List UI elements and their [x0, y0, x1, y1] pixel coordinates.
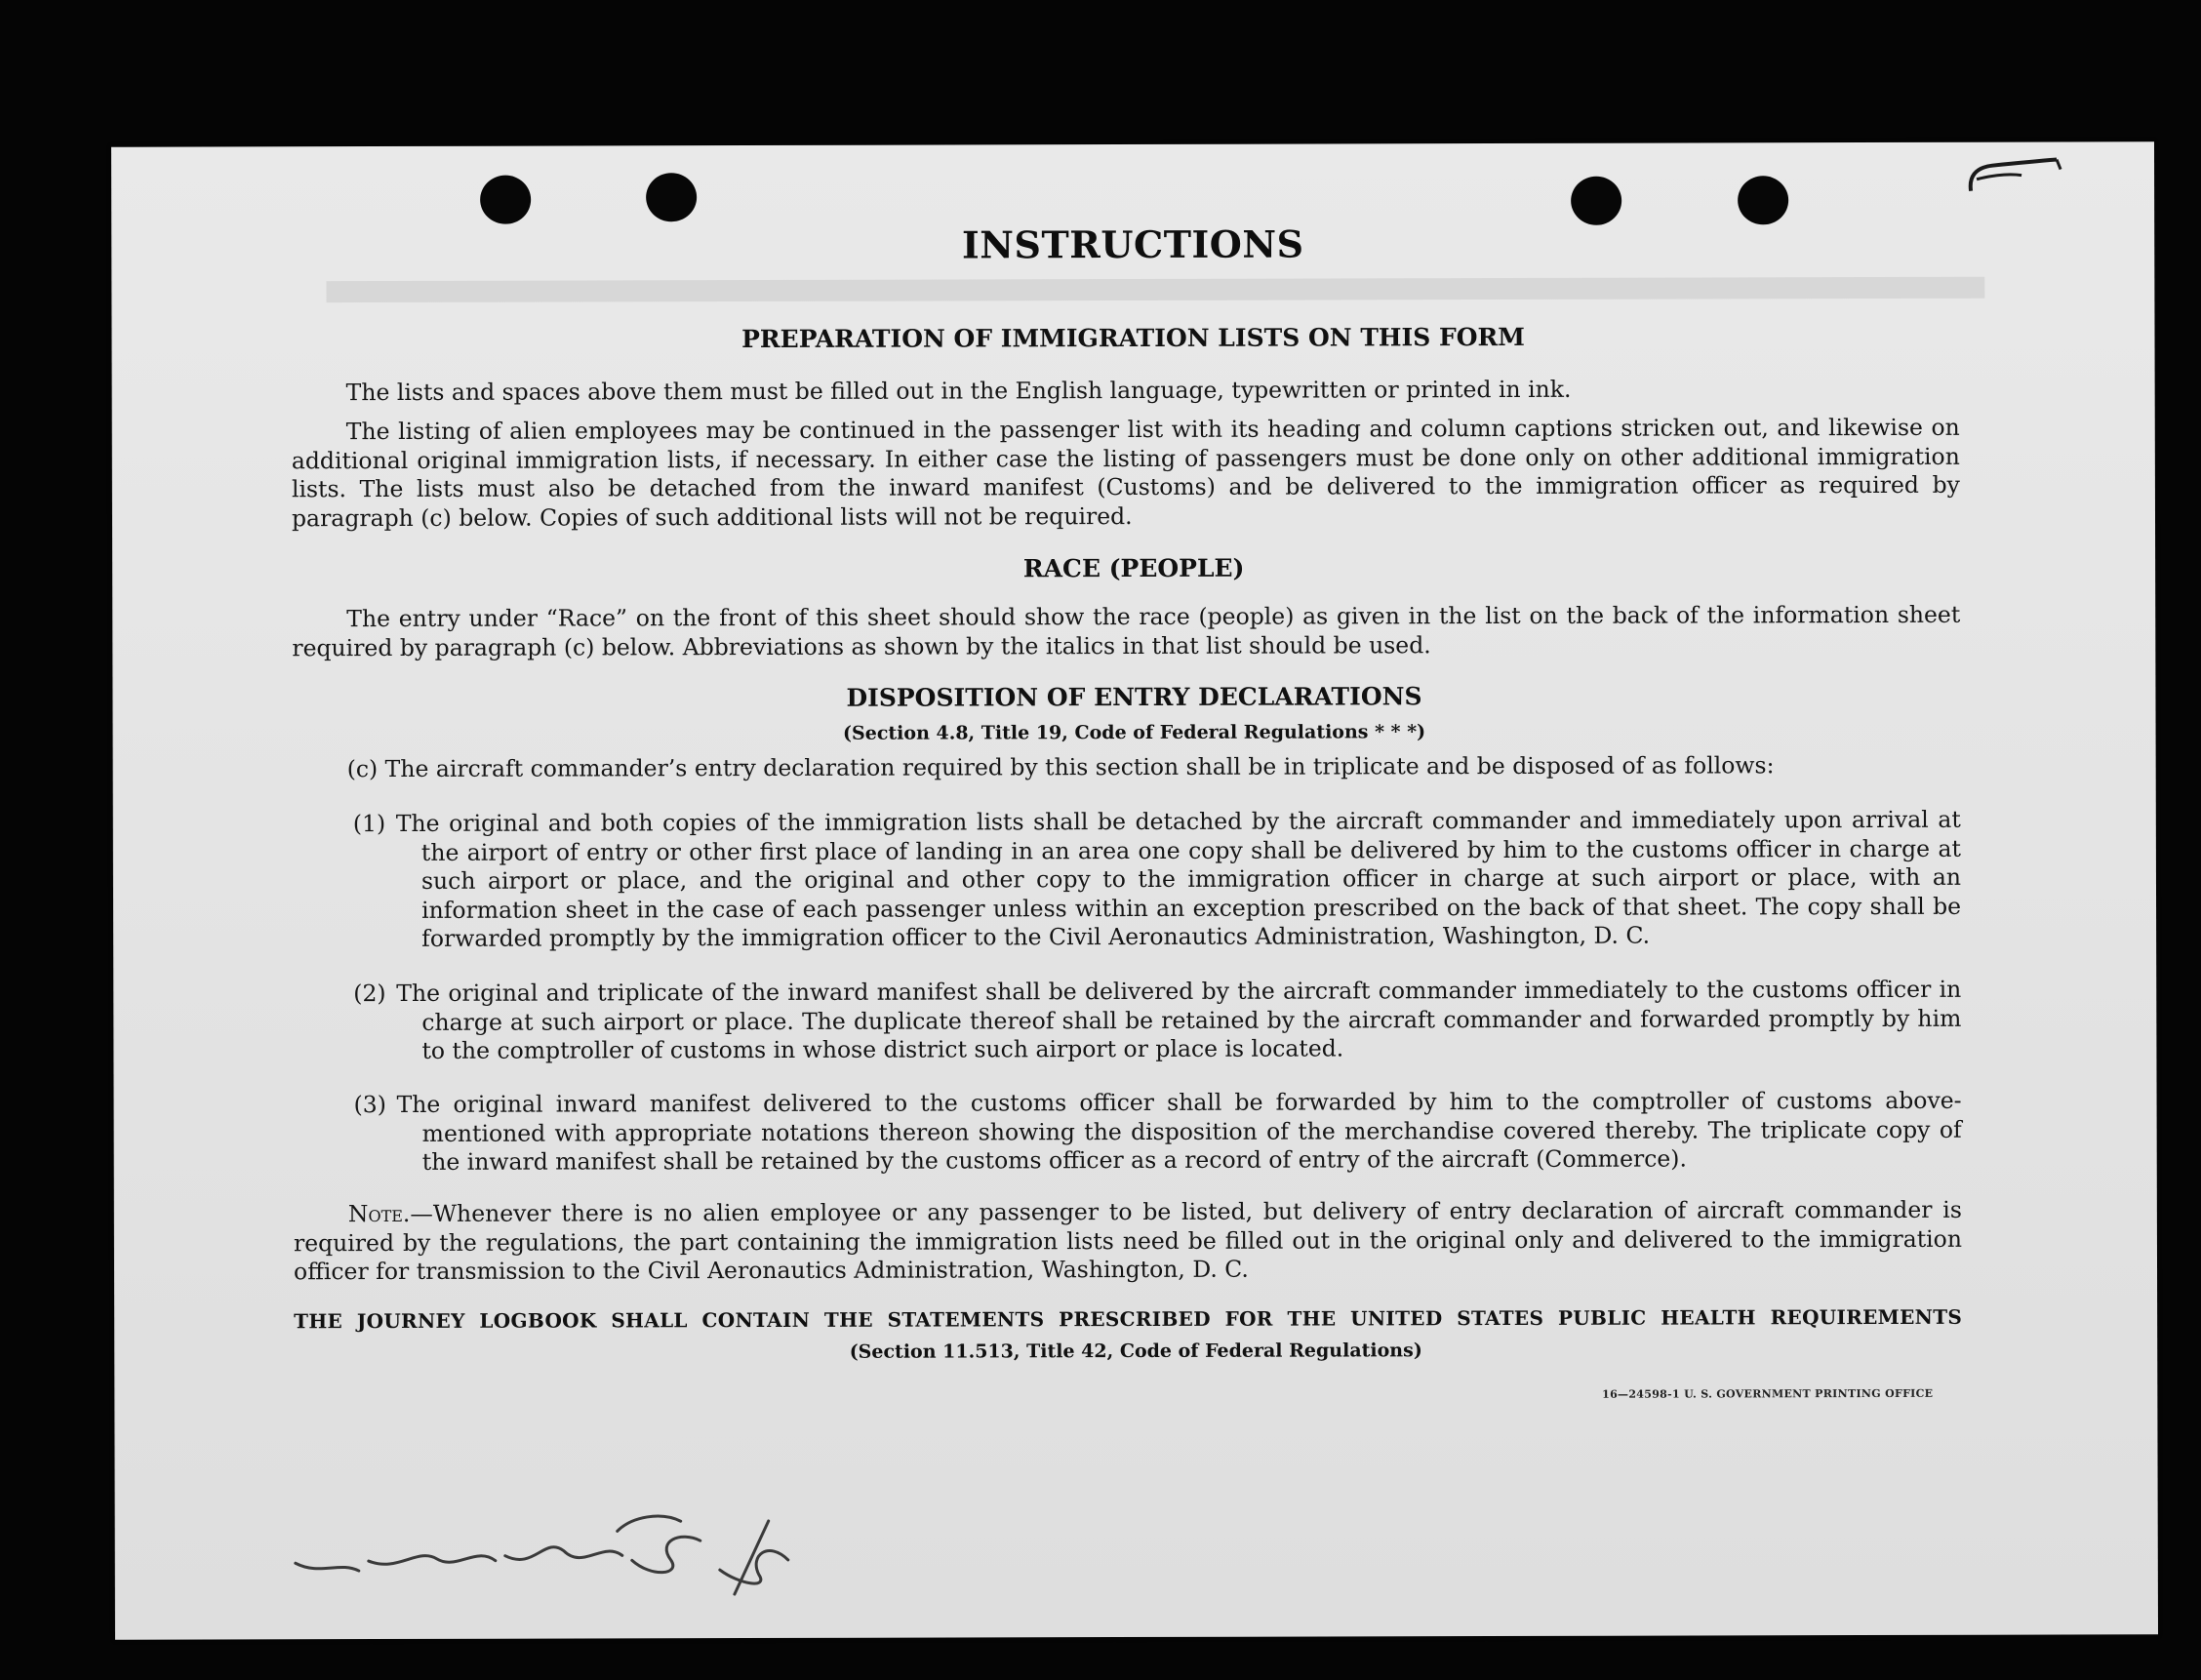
punch-hole: [480, 176, 531, 224]
list-item-number: (2): [353, 980, 386, 1008]
list-item-text: The original inward manifest delivered to the customs officer shall be forwarded by him to the comptroller of customs above-mentioned with appropriate notations thereon showing the disposition of the merchandise covered thereby. The triplicate copy of the inward manifest shall be retained by the customs officer as a record of entry of the aircraft (Commerce).: [396, 1086, 1962, 1176]
paragraph-alien-employees: The listing of alien employees may be continued in the passenger list with its heading and column captions stricken out, and likewise on additional original immigration lists, if necessary. In either case the listing of passengers must be done only on other additional immigration lists. The lists must also be detached from the inward manifest (Customs) and be delivered to the immigration officer as required by paragraph (c) below. Copies of such additional lists will not be required.: [291, 413, 1960, 532]
page-title: INSTRUCTIONS: [961, 221, 1304, 267]
note-text: —Whenever there is no alien employee or any passenger to be listed, but delivery of entry declaration of aircraft commander is required by the regulations, the part containing the immigration lists need be filled out in the original only and delivered to the immigration officer for transmission to the Civil Aeronautics Administration, Washington, D. C.: [293, 1195, 1962, 1286]
printer-mark: 16—24598-1 U. S. GOVERNMENT PRINTING OFFICE: [1602, 1386, 1934, 1401]
health-requirements-statement: THE JOURNEY LOGBOOK SHALL CONTAIN THE STATEMENTS PRESCRIBED FOR THE UNITED STATES PUBLIC HEALTH REQUIREMENTS: [294, 1304, 1963, 1334]
list-item-text: The original and triplicate of the inward manifest shall be delivered by the aircraft commander immediately to the customs officer in charge at such airport or place. The duplicate thereof shall be retained by the aircraft commander and forwarded promptly by him to the comptroller of customs in whose district such airport or place is located.: [396, 975, 1962, 1064]
note-label: Note.: [347, 1199, 411, 1228]
list-item-number: (3): [353, 1091, 386, 1119]
punch-hole: [646, 173, 697, 221]
health-citation: (Section 11.513, Title 42, Code of Federal Regulations): [849, 1340, 1422, 1363]
list-item-number: (1): [352, 810, 386, 838]
list-item-text: The original and both copies of the immigration lists shall be detached by the aircraft commander and immediately upon arrival at the airport of entry or other first place of landing in an area one copy shall be delivered by him to the customs officer in charge at such airport or place, and the original and other copy to the immigration officer in charge at such airport or place, with an information sheet in the case of each passenger unless within an exception prescribed on the back of that sheet. The copy shall be forwarded promptly by the immigration officer to the Civil Aeronautics Administration, Washington, D. C.: [395, 805, 1962, 952]
punch-hole: [1738, 176, 1788, 224]
document-page: [111, 141, 2158, 1639]
disposition-citation: (Section 4.8, Title 19, Code of Federal Regulations * * *): [842, 721, 1426, 744]
list-item: [353, 975, 1962, 1066]
note-paragraph: [294, 1196, 1962, 1287]
pen-mark: [1963, 158, 2064, 197]
list-item: [352, 805, 1962, 954]
paragraph-english-language: The lists and spaces above them must be filled out in the English language, typewritten or printed in ink.: [345, 375, 1572, 407]
section-heading-preparation: PREPARATION OF IMMIGRATION LISTS ON THIS FORM: [741, 322, 1525, 354]
disposition-intro: (c) The aircraft commander’s entry declaration required by this section shall be in triplicate and be disposed of as follows:: [346, 751, 1775, 783]
punch-hole: [1571, 177, 1621, 225]
section-heading-disposition: DISPOSITION OF ENTRY DECLARATIONS: [846, 682, 1422, 712]
list-item: [353, 1086, 1962, 1178]
section-heading-race: RACE (PEOPLE): [1022, 553, 1245, 583]
handwritten-signature: [261, 1501, 827, 1611]
paragraph-race: The entry under “Race” on the front of this sheet should show the race (people) as given in the list on the back of the information sheet required by paragraph (c) below. Abbreviations as shown by the italics in that list should be used.: [292, 600, 1961, 661]
